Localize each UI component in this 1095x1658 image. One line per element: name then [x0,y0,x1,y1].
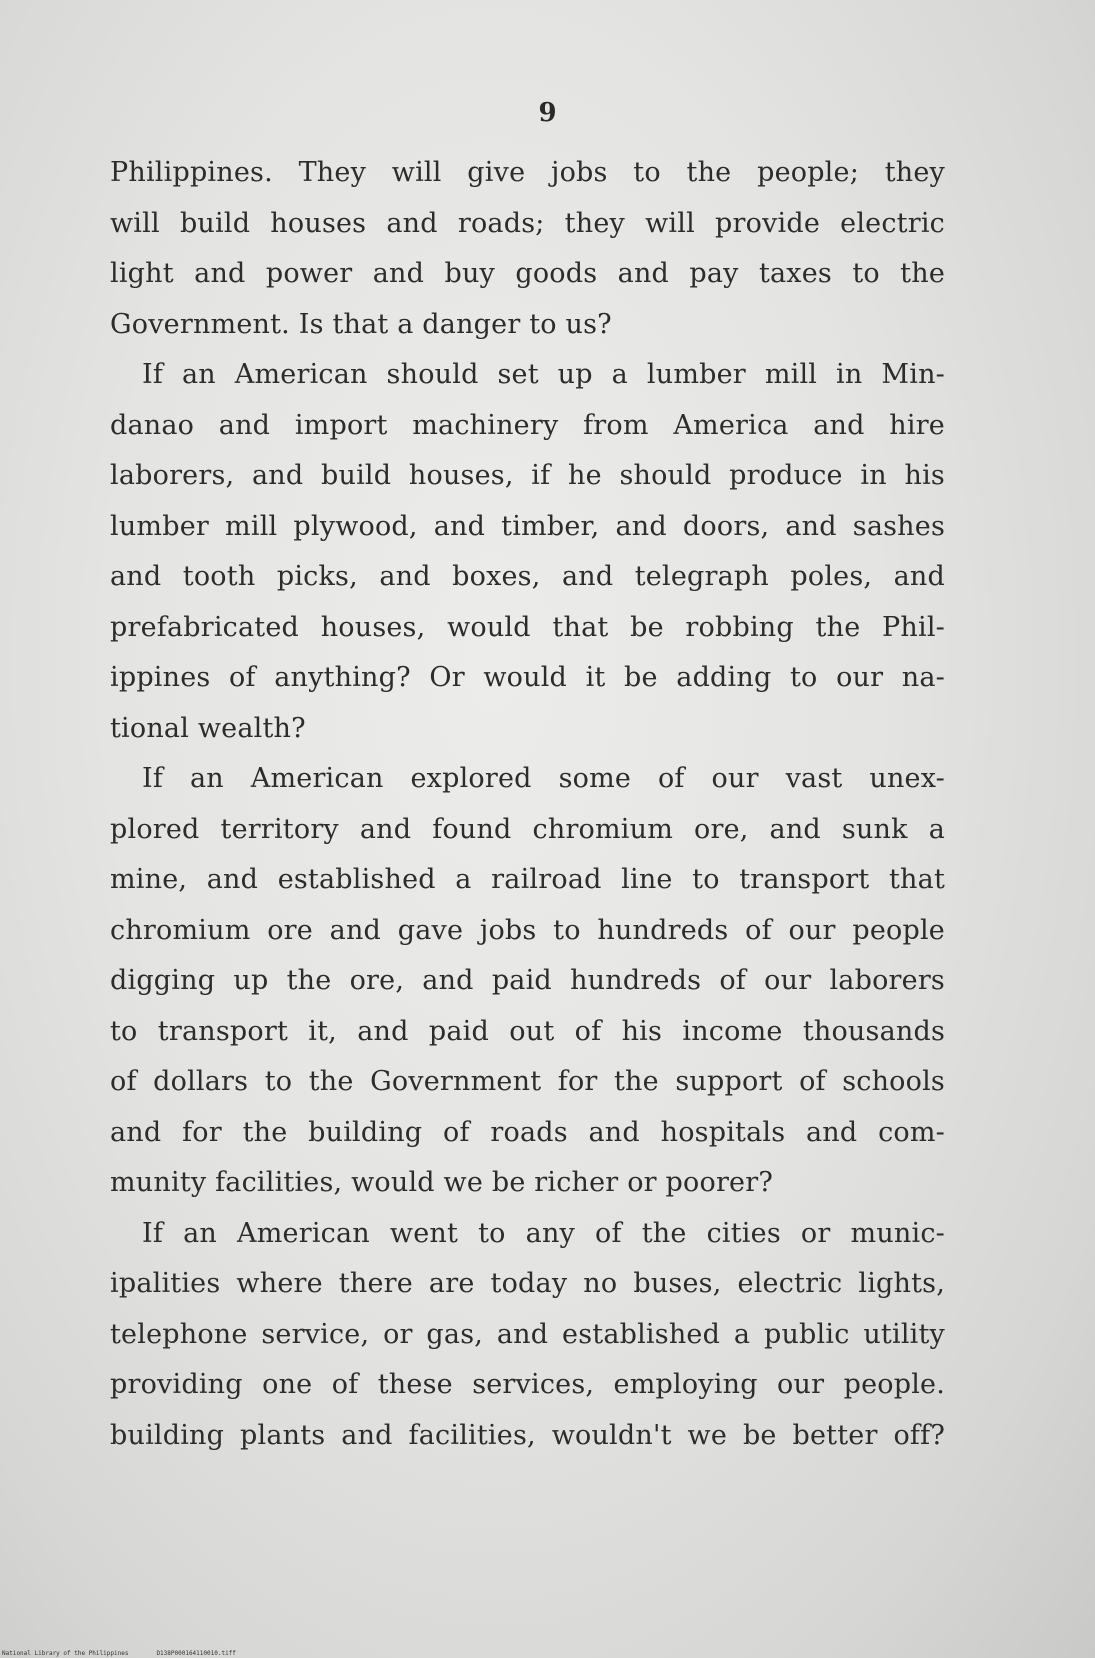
text-line: of dollars to the Government for the support of schools [110,1066,945,1097]
footer-source: National Library of the Philippines [2,1650,129,1657]
page-number: 9 [538,98,557,128]
text-line: providing one of these services, employing our people. [110,1369,945,1400]
text-line: telephone service, or gas, and established a public utility [110,1318,945,1350]
text-line: munity facilities, would we be richer or poorer? [110,1167,774,1198]
text-line: digging up the ore, and paid hundreds of our laborers [110,965,945,996]
text-line: ippines of anything? Or would it be adding to our na- [110,662,945,693]
text-line: and tooth picks, and boxes, and telegraph poles, and [110,561,945,592]
text-line: plored territory and found chromium ore, and sunk a [110,813,945,845]
text-line: and for the building of roads and hospitals and com- [110,1116,945,1148]
scan-footer [2,1650,236,1657]
text-line: Government. Is that a danger to us? [110,308,612,340]
text-line: ipalities where there are today no buses, electric lights, [110,1268,945,1299]
text-line: tional wealth? [110,712,306,744]
paragraph-4 [110,1209,945,1462]
text-line: If an American went to any of the cities or munic- [142,1217,945,1249]
text-line: mine, and established a railroad line to transport that [110,864,945,895]
text-line: lumber mill plywood, and timber, and doors, and sashes [110,510,945,542]
text-line: Philippines. They will give jobs to the people; they [110,157,945,188]
text-line: danao and import machinery from America and hire [110,409,945,441]
text-line: prefabricated houses, would that be robbing the Phil- [110,611,945,643]
text-line: chromium ore and gave jobs to hundreds of our people [110,914,945,946]
text-line: will build houses and roads; they will provide electric [110,207,945,239]
text-line: If an American explored some of our vast unex- [142,763,945,794]
text-line: light and power and buy goods and pay taxes to the [110,258,945,289]
paragraph-1 [110,148,945,350]
text-line: to transport it, and paid out of his income thousands [110,1015,945,1047]
paragraph-2 [110,350,945,754]
text-line: building plants and facilities, wouldn't we be better off? [110,1419,945,1451]
text-line: laborers, and build houses, if he should produce in his [110,460,945,491]
body-text [110,148,945,1461]
paragraph-3 [110,754,945,1209]
footer-file: D138P000164110010.tiff [156,1650,236,1657]
text-line: If an American should set up a lumber mill in Min- [142,359,945,390]
